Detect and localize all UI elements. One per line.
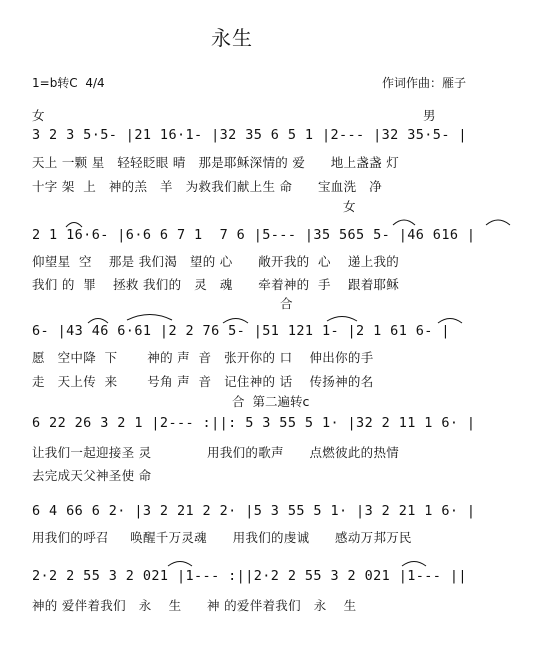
part-label-female: 女 bbox=[32, 108, 45, 123]
credits: 作词作曲：雁子 bbox=[382, 76, 467, 90]
lyrics-line-4-verse-2: 去完成天父神圣使 命 bbox=[32, 468, 152, 483]
lyrics-line-1-verse-2: 十字 架 上 神的羔 羊 为救我们献上生 命 宝血洗 净 bbox=[32, 179, 383, 194]
part-label-male: 男 bbox=[423, 108, 436, 123]
notation-line-3: 6- |43 46 6·61 |2 2 76 5- |51 121 1- |2 1 61 6- | bbox=[32, 323, 450, 339]
lyrics-line-5-verse-1: 用我们的呼召 唤醒千万灵魂 用我们的虔诚 感动万邦万民 bbox=[32, 530, 412, 545]
notation-line-5: 6 4 66 6 2· |3 2 21 2 2· |5 3 55 5 1· |3 2 21 1 6· | bbox=[32, 503, 476, 519]
notation-line-6: 2·2 2 55 3 2 021 |1--- :||2·2 2 55 3 2 021 |1--- || bbox=[32, 568, 467, 584]
part-label-chorus-2: 合 第二遍转c bbox=[232, 394, 310, 409]
lyrics-line-2-verse-2: 我们 的 罪 拯救 我们的 灵 魂 牵着神的 手 跟着耶稣 bbox=[32, 277, 400, 292]
lyrics-line-3-verse-2: 走 天上传 来 号角 声 音 记住神的 话 传扬神的名 bbox=[32, 374, 374, 389]
part-label-female-2: 女 bbox=[343, 199, 356, 214]
lyrics-line-3-verse-1: 愿 空中降 下 神的 声 音 张开你的 口 伸出你的手 bbox=[32, 350, 374, 365]
part-label-chorus: 合 bbox=[280, 296, 293, 311]
notation-line-2: 2 1 16·6- |6·6 6 7 1 7 6 |5--- |35 565 5- |46 616 | bbox=[32, 227, 476, 243]
lyrics-line-6-verse-1: 神的 爱伴着我们 永 生 神 的爱伴着我们 永 生 bbox=[32, 598, 357, 613]
lyrics-line-2-verse-1: 仰望星 空 那是 我们渴 望的 心 敞开我的 心 递上我的 bbox=[32, 254, 400, 269]
notation-line-4: 6 22 26 3 2 1 |2--- :||: 5 3 55 5 1· |32 2 11 1 6· | bbox=[32, 415, 476, 431]
song-title: 永生 bbox=[211, 26, 253, 50]
key-signature: 1=b转C 4/4 bbox=[32, 76, 105, 90]
lyrics-line-1-verse-1: 天上 一颗 星 轻轻眨眼 晴 那是耶稣深情的 爱 地上盏盏 灯 bbox=[32, 155, 400, 170]
notation-line-1: 3 2 3 5·5- |21 16·1- |32 35 6 5 1 |2--- |32 35·5- | bbox=[32, 127, 467, 143]
lyrics-line-4-verse-1: 让我们一起迎接圣 灵 用我们的歌声 点燃彼此的热情 bbox=[32, 445, 400, 460]
